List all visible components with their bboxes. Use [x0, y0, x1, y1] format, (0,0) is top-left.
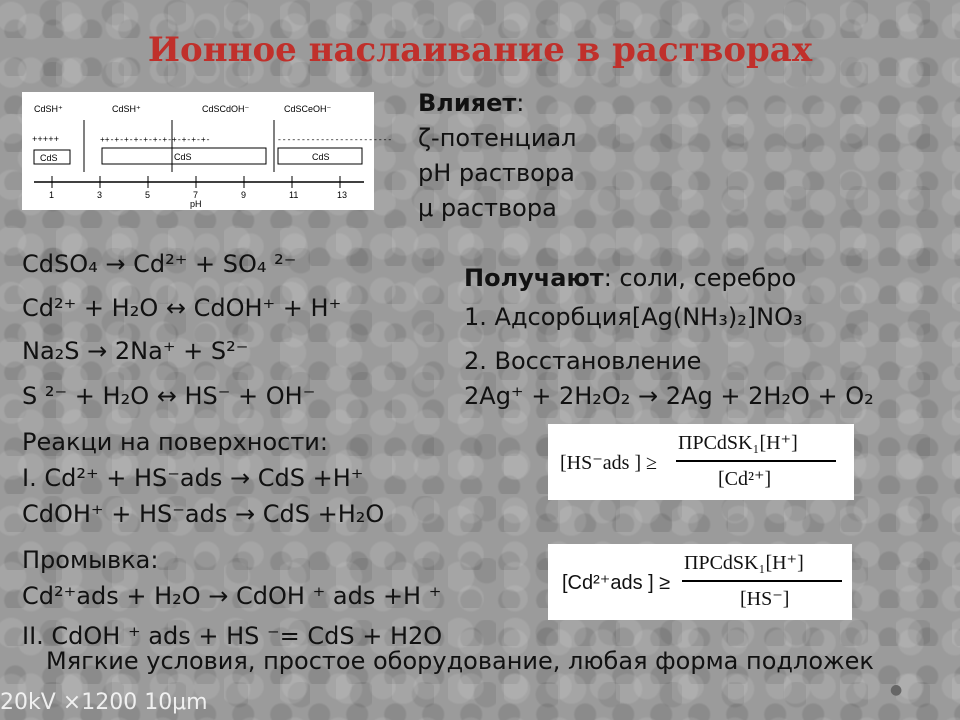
equation-4: S ²⁻ + H₂O ↔ HS⁻ + OH⁻ [22, 382, 316, 410]
ph-tick-label: 3 [97, 190, 103, 200]
formula-lhs: [Cd²⁺ads ] ≥ [562, 572, 671, 594]
axis-label: pH [190, 199, 202, 209]
obtain-line-3: 2Ag⁺ + 2H₂O₂ → 2Ag + 2H₂O + O₂ [464, 382, 874, 410]
fraction-bar [676, 460, 836, 462]
washing-heading: Промывка: [22, 546, 159, 574]
formula-lhs: [HS⁻ads ] ≥ [560, 452, 658, 474]
ph-tick-label: 1 [49, 190, 55, 200]
obtain-rest: : соли, серебро [603, 264, 797, 292]
layer-label: CdS [312, 152, 330, 162]
bullet-dot: ● [890, 682, 903, 698]
influences-block: Влияет: ζ-потенциал pH раствора μ раствора [418, 86, 577, 226]
obtain-line-1: 1. Адсорбция[Ag(NH₃)₂]NO₃ [464, 303, 803, 331]
ph-tick-label: 11 [289, 190, 299, 200]
formula-numerator: ПРCdSK₁[H⁺] [678, 432, 798, 454]
formula-cd-ads [548, 544, 852, 620]
influence-item: ζ-потенциал [418, 124, 577, 152]
region-label: CdSCeOH⁻ [284, 104, 332, 114]
layer-label: CdS [40, 153, 58, 163]
surface-reaction-2: CdOH⁺ + HS⁻ads → CdS +H₂O [22, 500, 385, 528]
ph-tick-label: 5 [145, 190, 151, 200]
region-label: CdSCdOH⁻ [202, 104, 250, 114]
washing-reaction-1: Cd²⁺ads + H₂O → CdOH ⁺ ads +H ⁺ [22, 582, 442, 610]
slide-title: Ионное наслаивание в растворах [147, 30, 813, 70]
equation-1: CdSO₄ → Cd²⁺ + SO₄ ²⁻ [22, 250, 297, 278]
obtain-heading-line [464, 264, 796, 292]
fraction-bar [682, 580, 842, 582]
washing-reaction-2: II. CdOH ⁺ ads + HS ⁻= CdS + H2O [22, 622, 443, 650]
equation-2: Cd²⁺ + H₂O ↔ CdOH⁺ + H⁺ [22, 294, 342, 322]
obtain-heading: Получают [464, 264, 604, 292]
formula-denominator: [Cd²⁺] [718, 468, 772, 490]
obtain-line-2: 2. Восстановление [464, 347, 702, 375]
formula-denominator: [HS⁻] [740, 588, 790, 610]
surface-reaction-1: I. Cd²⁺ + HS⁻ads → CdS +H⁺ [22, 464, 364, 492]
influence-item: μ раствора [418, 194, 557, 222]
region-label: CdSH⁺ [112, 104, 141, 114]
formula-numerator: ПРCdSK₁[H⁺] [684, 552, 804, 574]
surface-heading: Реакци на поверхности: [22, 428, 328, 456]
ph-tick-label: 9 [241, 190, 247, 200]
sem-scale-label: 20kV ×1200 10μm [0, 690, 208, 715]
ph-tick-label: 13 [337, 190, 348, 200]
ph-ticks [49, 176, 347, 200]
influences-heading: Влияет [418, 89, 517, 117]
equation-3: Na₂S → 2Na⁺ + S²⁻ [22, 337, 249, 365]
charge-marks: ++-+-+-+-+-+-+-+-+-+-+- [100, 136, 211, 145]
region-label: CdSH⁺ [34, 104, 63, 114]
charge-marks: +++++ [32, 135, 60, 145]
formula-hs-ads [548, 424, 854, 500]
layer-label: CdS [174, 152, 192, 162]
bottom-note: Мягкие условия, простое оборудование, любая форма подложек [46, 647, 874, 675]
ph-layer-diagram [22, 92, 393, 210]
ph-tick-label: 7 [193, 190, 199, 200]
charge-marks: ------------------------ [277, 136, 393, 145]
influence-item: pH раствора [418, 159, 575, 187]
